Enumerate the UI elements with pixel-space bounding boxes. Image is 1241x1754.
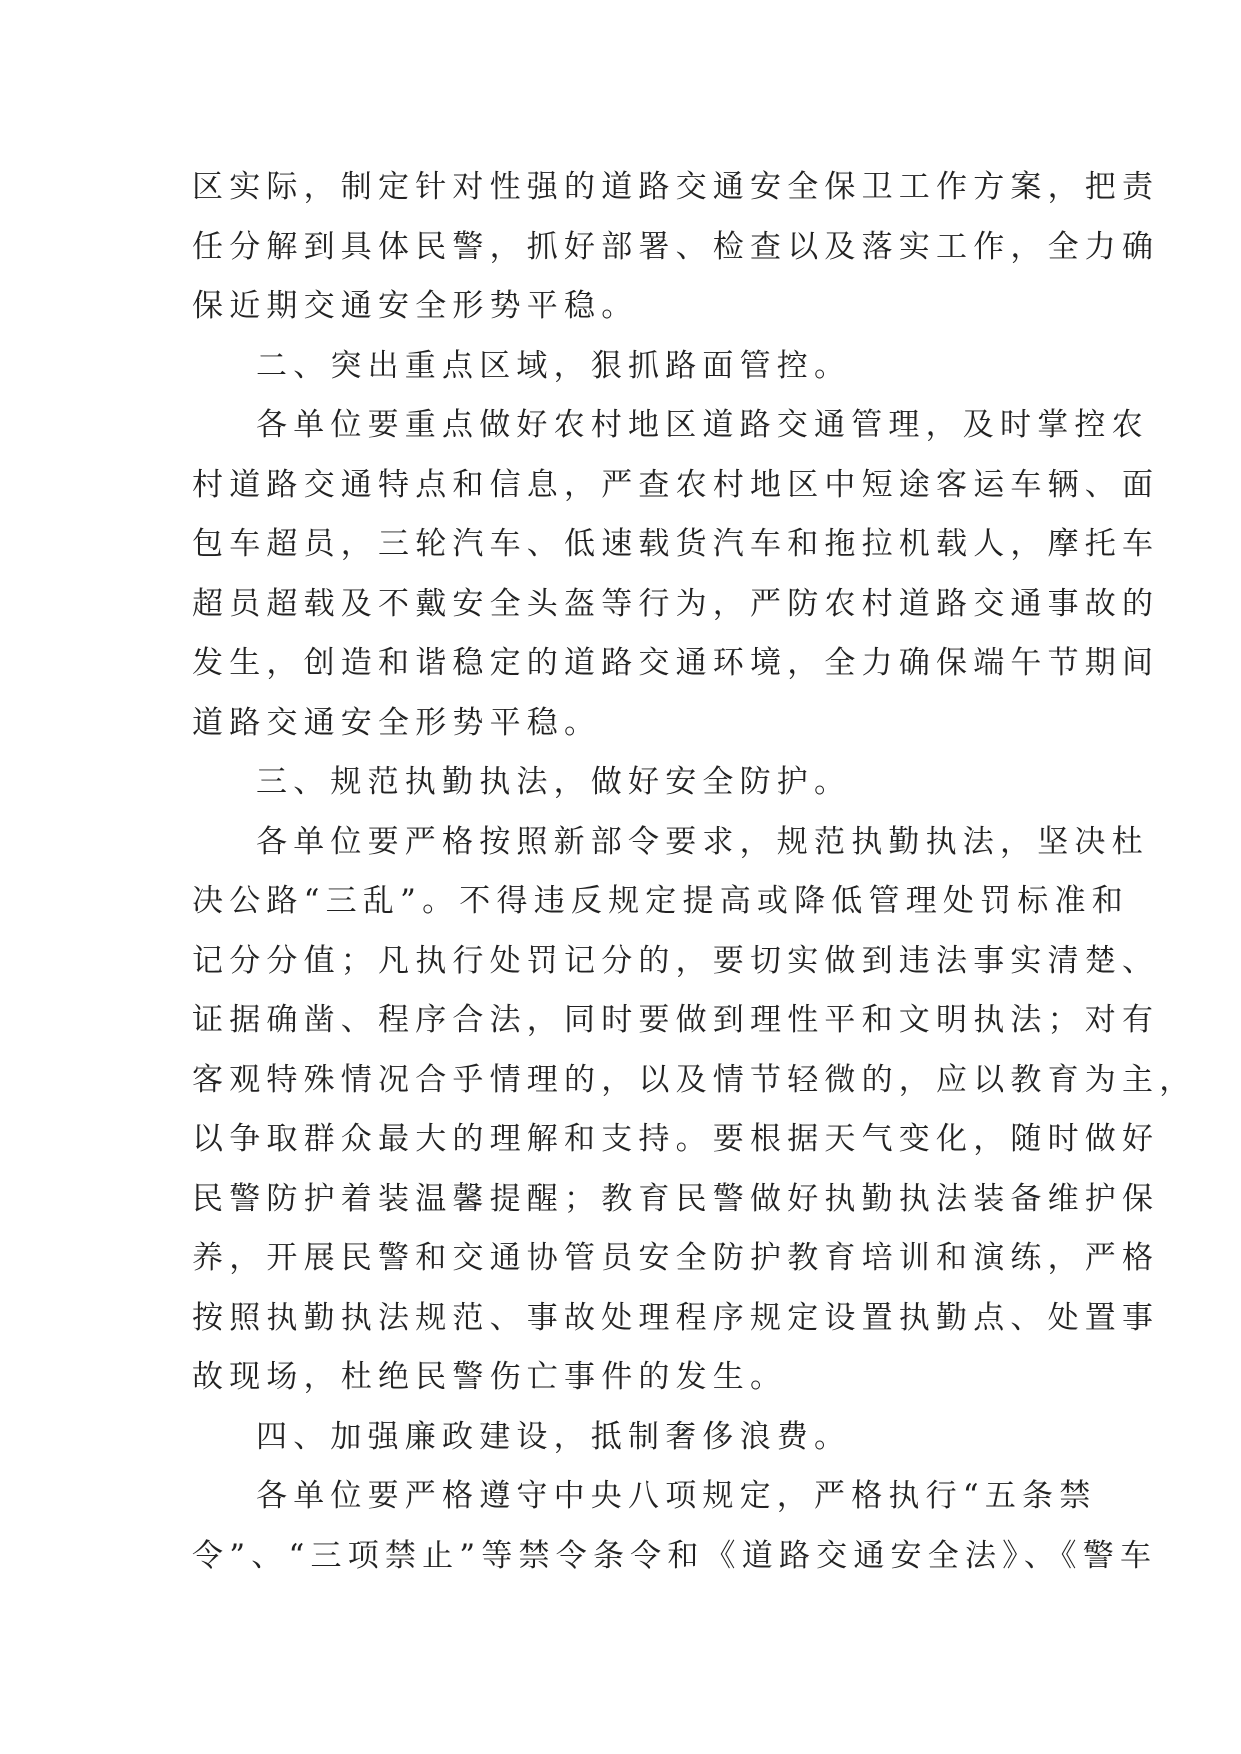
text-line: 故现场，杜绝民警伤亡事件的发生。 — [192, 1359, 788, 1395]
text-line: 道路交通安全形势平稳。 — [192, 704, 602, 741]
text-line: 区实际，制定针对性强的道路交通安全保卫工作方案，把责 — [192, 169, 1160, 205]
text-line: 证据确凿、程序合法，同时要做到理性平和文明执法；对有 — [192, 1002, 1160, 1038]
document-body — [192, 158, 1197, 1586]
paragraph-first-line: 二、突出重点区域，狠抓路面管控。 — [256, 347, 852, 384]
paragraph-first-line: 四、加强廉政建设，抵制奢侈浪费。 — [256, 1418, 852, 1455]
text-line: 任分解到具体民警，抓好部署、检查以及落实工作，全力确 — [192, 228, 1160, 265]
text-line: 以争取群众最大的理解和支持。要根据天气变化，随时做好 — [192, 1121, 1160, 1157]
text-line: 按照执勤执法规范、事故处理程序规定设置执勤点、处置事 — [192, 1299, 1160, 1336]
text-line: 保近期交通安全形势平稳。 — [192, 288, 639, 324]
text-line: 客观特殊情况合乎情理的，以及情节轻微的，应以教育为主， — [192, 1061, 1197, 1098]
text-line: 决公路“三乱”。不得违反规定提高或降低管理处罚标准和 — [192, 883, 1129, 919]
text-line: 超员超载及不戴安全头盔等行为，严防农村道路交通事故的 — [192, 585, 1160, 622]
paragraph-first-line: 各单位要重点做好农村地区道路交通管理，及时掌控农 — [256, 407, 1149, 443]
text-line: 村道路交通特点和信息，严查农村地区中短途客运车辆、面 — [192, 466, 1160, 503]
text-line: 发生，创造和谐稳定的道路交通环境，全力确保端午节期间 — [192, 645, 1160, 681]
paragraph-first-line: 三、规范执勤执法，做好安全防护。 — [256, 764, 852, 800]
text-line: 记分分值；凡执行处罚记分的，要切实做到违法事实清楚、 — [192, 942, 1160, 979]
text-line: 包车超员，三轮汽车、低速载货汽车和拖拉机载人，摩托车 — [192, 526, 1160, 562]
paragraph-first-line: 各单位要严格遵守中央八项规定，严格执行“五条禁 — [256, 1478, 1097, 1514]
text-line: 民警防护着装温馨提醒；教育民警做好执勤执法装备维护保 — [192, 1180, 1160, 1217]
paragraph-first-line: 各单位要严格按照新部令要求，规范执勤执法，坚决杜 — [256, 823, 1149, 860]
text-line: 令”、“三项禁止”等禁令条令和《道路交通安全法》、《警车 — [192, 1537, 1158, 1574]
text-line: 养，开展民警和交通协管员安全防护教育培训和演练，严格 — [192, 1240, 1160, 1276]
